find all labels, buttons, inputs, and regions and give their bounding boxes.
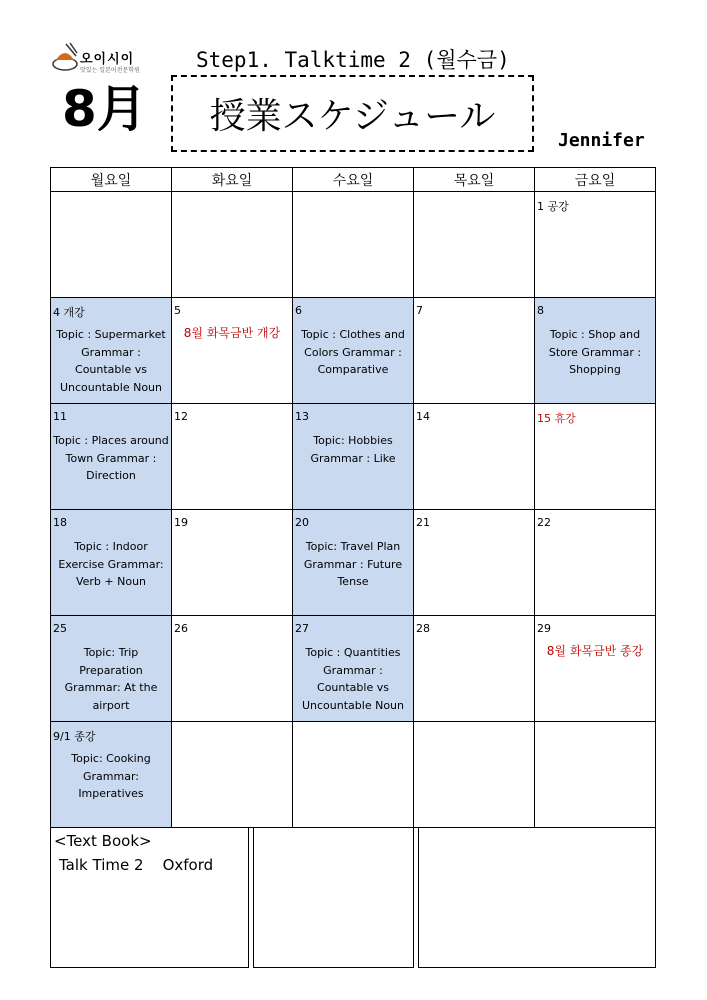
day-date: 14 (416, 410, 430, 423)
day-date: 28 (416, 622, 430, 635)
textbook-label: <Text Book> (54, 832, 152, 850)
day-cell (535, 616, 656, 722)
day-cell (293, 404, 414, 510)
day-date: 13 (295, 410, 309, 423)
weekday-header-row (51, 168, 656, 192)
day-date: 5 (174, 304, 181, 317)
schedule-title: 授業スケジュール (209, 96, 496, 137)
day-cell (51, 510, 172, 616)
day-date: 20 (295, 516, 309, 529)
week-row (51, 616, 656, 722)
day-date: 19 (174, 516, 188, 529)
day-date: 6 (295, 304, 302, 317)
day-cell (172, 616, 293, 722)
day-date: 1 공강 (537, 200, 569, 213)
day-cell (51, 616, 172, 722)
day-cell (172, 404, 293, 510)
day-cell (414, 722, 535, 828)
lesson-topic: Topic : Clothes and Colors Grammar : Comparative (301, 328, 405, 376)
notes-box (253, 827, 414, 968)
week-row (51, 404, 656, 510)
weekday-tue: 화요일 (172, 168, 293, 192)
day-date: 29 (537, 622, 551, 635)
day-cell (535, 298, 656, 404)
day-date: 12 (174, 410, 188, 423)
weekday-thu: 목요일 (414, 168, 535, 192)
day-cell (172, 192, 293, 298)
day-cell (414, 404, 535, 510)
week-row (51, 298, 656, 404)
logo-subtitle: 맛있는 일본어전문학원 (80, 67, 140, 74)
weekday-wed: 수요일 (293, 168, 414, 192)
class-start-note: 8월 화목금반 개강 (183, 326, 281, 340)
day-date: 22 (537, 516, 551, 529)
week-row (51, 192, 656, 298)
lesson-topic: Topic : Places around Town Grammar : Direction (53, 434, 169, 482)
notes-box (418, 827, 656, 968)
day-cell (172, 298, 293, 404)
day-date: 26 (174, 622, 188, 635)
day-date: 11 (53, 410, 67, 423)
schedule-title-box (171, 75, 534, 152)
day-cell (535, 510, 656, 616)
day-date: 7 (416, 304, 423, 317)
lesson-topic: Topic : Indoor Exercise Grammar: Verb + Noun (58, 540, 164, 588)
day-cell (293, 298, 414, 404)
class-end-note: 8월 화목금반 종강 (546, 644, 644, 658)
lesson-topic: Topic : Supermarket Grammar : Countable vs Uncountable Noun (56, 328, 166, 394)
month-label: 8月 (62, 80, 147, 138)
logo-text: 오이시이 (80, 52, 135, 67)
day-cell (51, 404, 172, 510)
day-cell (51, 298, 172, 404)
day-cell (535, 722, 656, 828)
week-row (51, 510, 656, 616)
day-cell (293, 510, 414, 616)
day-cell (535, 192, 656, 298)
lesson-topic: Topic: Hobbies Grammar : Like (310, 434, 396, 465)
textbook-box (50, 827, 249, 968)
lesson-topic: Topic: Cooking Grammar: Imperatives (71, 752, 151, 800)
teacher-name: Jennifer (558, 130, 645, 151)
logo-bowl-icon (52, 42, 78, 72)
day-cell (51, 192, 172, 298)
day-cell (172, 722, 293, 828)
schedule-calendar (50, 167, 656, 828)
lesson-topic: Topic: Trip Preparation Grammar: At the airport (64, 646, 158, 712)
day-date: 21 (416, 516, 430, 529)
holiday-date: 15 휴강 (537, 412, 576, 425)
day-cell (535, 404, 656, 510)
week-row (51, 722, 656, 828)
weekday-mon: 월요일 (51, 168, 172, 192)
day-date: 4 개강 (53, 306, 85, 319)
weekday-fri: 금요일 (535, 168, 656, 192)
day-cell (414, 510, 535, 616)
textbook-value: Talk Time 2 Oxford (59, 856, 214, 874)
day-cell (414, 616, 535, 722)
day-cell (414, 192, 535, 298)
day-cell (293, 616, 414, 722)
day-date: 8 (537, 304, 544, 317)
day-date: 18 (53, 516, 67, 529)
day-cell (293, 192, 414, 298)
day-date: 25 (53, 622, 67, 635)
lesson-topic: Topic : Shop and Store Grammar : Shopping (548, 328, 642, 376)
lesson-topic: Topic : Quantities Grammar : Countable vs Uncountable Noun (301, 646, 404, 712)
day-cell (293, 722, 414, 828)
lesson-topic: Topic: Travel Plan Grammar : Future Tense (303, 540, 403, 588)
course-step-title: Step1. Talktime 2 (월수금) (196, 48, 510, 72)
academy-logo (52, 42, 174, 74)
day-cell (172, 510, 293, 616)
day-cell (51, 722, 172, 828)
day-date: 27 (295, 622, 309, 635)
day-cell (414, 298, 535, 404)
day-date: 9/1 종강 (53, 730, 96, 743)
